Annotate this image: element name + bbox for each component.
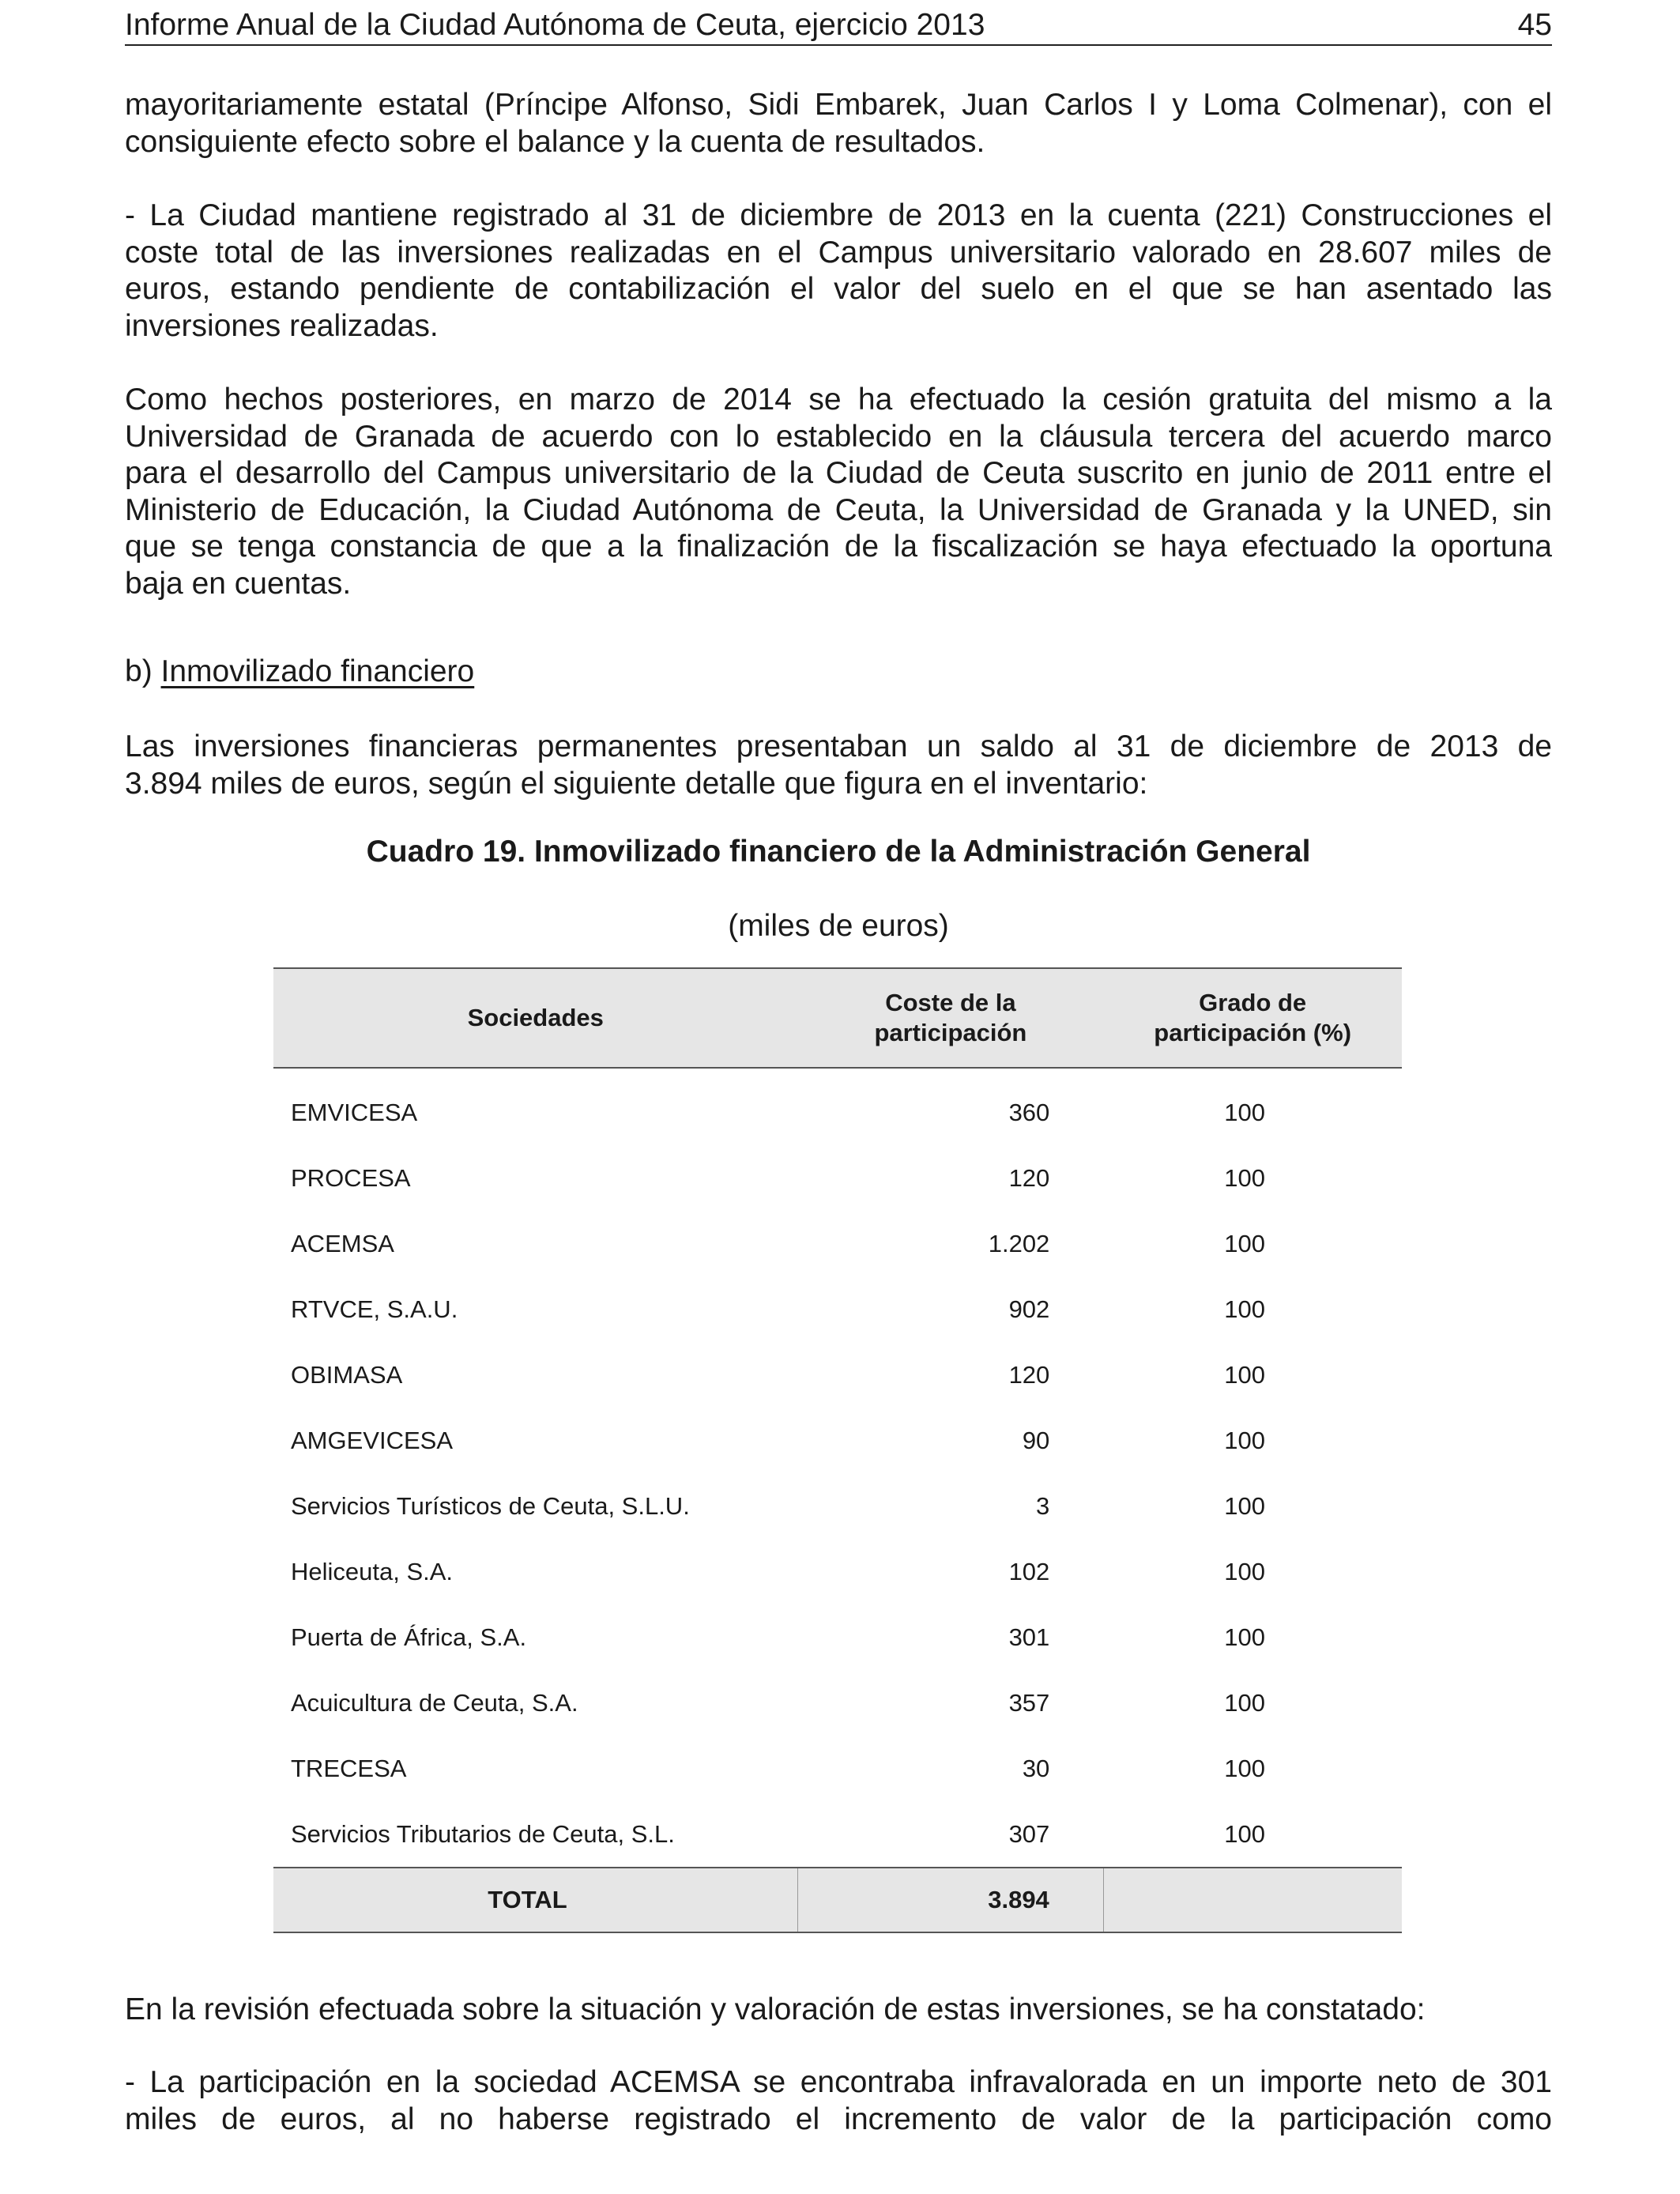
participation-cost: 90 [1022,1426,1050,1454]
text-line: - La Ciudad mantiene registrado al 31 de diciembre de 2013 en la cuenta (221) Construcciones el [125,198,1552,232]
table-row [273,1211,1402,1276]
participation-grade: 100 [1224,1426,1266,1454]
report-title: Informe Anual de la Ciudad Autónoma de Ceuta, ejercicio 2013 [125,8,985,42]
text-line: que se tenga constancia de que a la finalización de la fiscalización se haya efectuado la oportuna [125,530,1552,564]
text-line: Universidad de Granada de acuerdo con lo establecido en la cláusula tercera del acuerdo marco [125,419,1552,454]
text-line: - La participación en la sociedad ACEMSA se encontraba infravalorada en un importe neto de 301 [125,2065,1552,2099]
company-name: PROCESA [291,1163,411,1192]
participation-grade: 100 [1224,1163,1266,1192]
table-row [273,1342,1402,1408]
paragraph-2 [125,198,1552,345]
section-prefix: b) [125,654,153,688]
header-label: participación [874,1019,1027,1046]
header-label: Coste de la [885,989,1016,1016]
text-line: miles de euros, al no haberse registrado el incremento de valor de la participación como [125,2102,1552,2136]
text-line: Las inversiones financieras permanentes presentaban un saldo al 31 de diciembre de 2013 de [125,729,1552,763]
paragraph-6 [125,2064,1552,2138]
participation-grade: 100 [1224,1754,1266,1782]
company-name: Servicios Tributarios de Ceuta, S.L. [291,1819,675,1848]
text-line: Ministerio de Educación, la Ciudad Autónoma de Ceuta, la Universidad de Granada y la UNED, sin [125,492,1552,527]
company-name: ACEMSA [291,1229,394,1257]
company-name: OBIMASA [291,1360,403,1389]
table-row [273,1801,1402,1868]
text-line: 3.894 miles de euros, según el siguiente detalle que figura en el inventario: [125,766,1148,801]
table-row [273,1145,1402,1211]
paragraph-3 [125,382,1552,602]
participation-cost: 301 [1008,1623,1050,1651]
table-row [273,1539,1402,1604]
table-row [273,1068,1402,1145]
text-line: para el desarrollo del Campus universitario de la Ciudad de Ceuta suscrito en junio de 2011 entre el [125,456,1552,490]
participation-cost: 3 [1036,1491,1050,1520]
header-coste [798,968,1104,1068]
total-cost: 3.894 [798,1868,1104,1932]
table-row [273,1408,1402,1473]
table-header-row [273,968,1402,1068]
participation-cost: 902 [1008,1295,1050,1323]
section-heading [125,653,474,691]
table-caption: Cuadro 19. Inmovilizado financiero de la Administración General [366,835,1311,869]
text-line: euros, estando pendiente de contabilización el valor del suelo en el que se han asentado las [125,272,1552,306]
participation-cost: 307 [1008,1819,1050,1848]
company-name: Acuicultura de Ceuta, S.A. [291,1688,578,1717]
section-title: Inmovilizado financiero [160,654,475,688]
participation-grade: 100 [1224,1491,1266,1520]
text-line: Como hechos posteriores, en marzo de 2014 se ha efectuado la cesión gratuita del mismo a la [125,383,1552,417]
company-name: Heliceuta, S.A. [291,1557,454,1585]
header-label: Grado de [1199,989,1307,1016]
participation-grade: 100 [1224,1623,1266,1651]
table-row [273,1736,1402,1801]
participation-grade: 100 [1224,1360,1266,1389]
participation-cost: 1.202 [988,1229,1050,1257]
company-name: TRECESA [291,1754,407,1782]
participation-cost: 102 [1008,1557,1050,1585]
paragraph-5 [125,1992,1552,2029]
company-name: Puerta de África, S.A. [291,1623,527,1651]
participation-cost: 30 [1022,1754,1050,1782]
participation-grade: 100 [1224,1819,1266,1848]
table-row [273,1670,1402,1736]
participation-grade: 100 [1224,1295,1266,1323]
header-label: Sociedades [467,1004,604,1031]
participation-cost: 120 [1008,1163,1050,1192]
text-line: coste total de las inversiones realizadas en el Campus universitario valorado en 28.607 miles de [125,235,1552,270]
text-line: baja en cuentas. [125,566,352,601]
text-line: En la revisión efectuada sobre la situación y valoración de estas inversiones, se ha constatado: [125,1992,1426,2026]
participation-cost: 120 [1008,1360,1050,1389]
text-line: mayoritariamente estatal (Príncipe Alfonso, Sidi Embarek, Juan Carlos I y Loma Colmenar), con el [125,88,1552,122]
running-header [125,0,1552,46]
company-name: EMVICESA [291,1098,418,1126]
text-line: consiguiente efecto sobre el balance y la cuenta de resultados. [125,124,985,159]
table-total-row [273,1868,1402,1932]
table-row [273,1473,1402,1539]
text-line: inversiones realizadas. [125,308,439,343]
participation-grade: 100 [1224,1098,1266,1126]
page-number: 45 [1517,8,1552,42]
paragraph-4 [125,729,1552,802]
company-name: Servicios Turísticos de Ceuta, S.L.U. [291,1491,690,1520]
total-label: TOTAL [273,1868,798,1932]
table-row [273,1604,1402,1670]
table-row [273,1276,1402,1342]
table-units: (miles de euros) [728,909,949,943]
company-name: AMGEVICESA [291,1426,453,1454]
company-name: RTVCE, S.A.U. [291,1295,458,1323]
header-label: participación (%) [1154,1019,1352,1046]
participation-cost: 360 [1008,1098,1050,1126]
participation-grade: 100 [1224,1557,1266,1585]
participation-cost: 357 [1008,1688,1050,1717]
header-grado [1103,968,1402,1068]
participation-grade: 100 [1224,1688,1266,1717]
total-grade [1103,1868,1402,1932]
header-sociedades [273,968,798,1068]
financial-assets-table [273,967,1402,1933]
paragraph-1 [125,87,1552,160]
participation-grade: 100 [1224,1229,1266,1257]
